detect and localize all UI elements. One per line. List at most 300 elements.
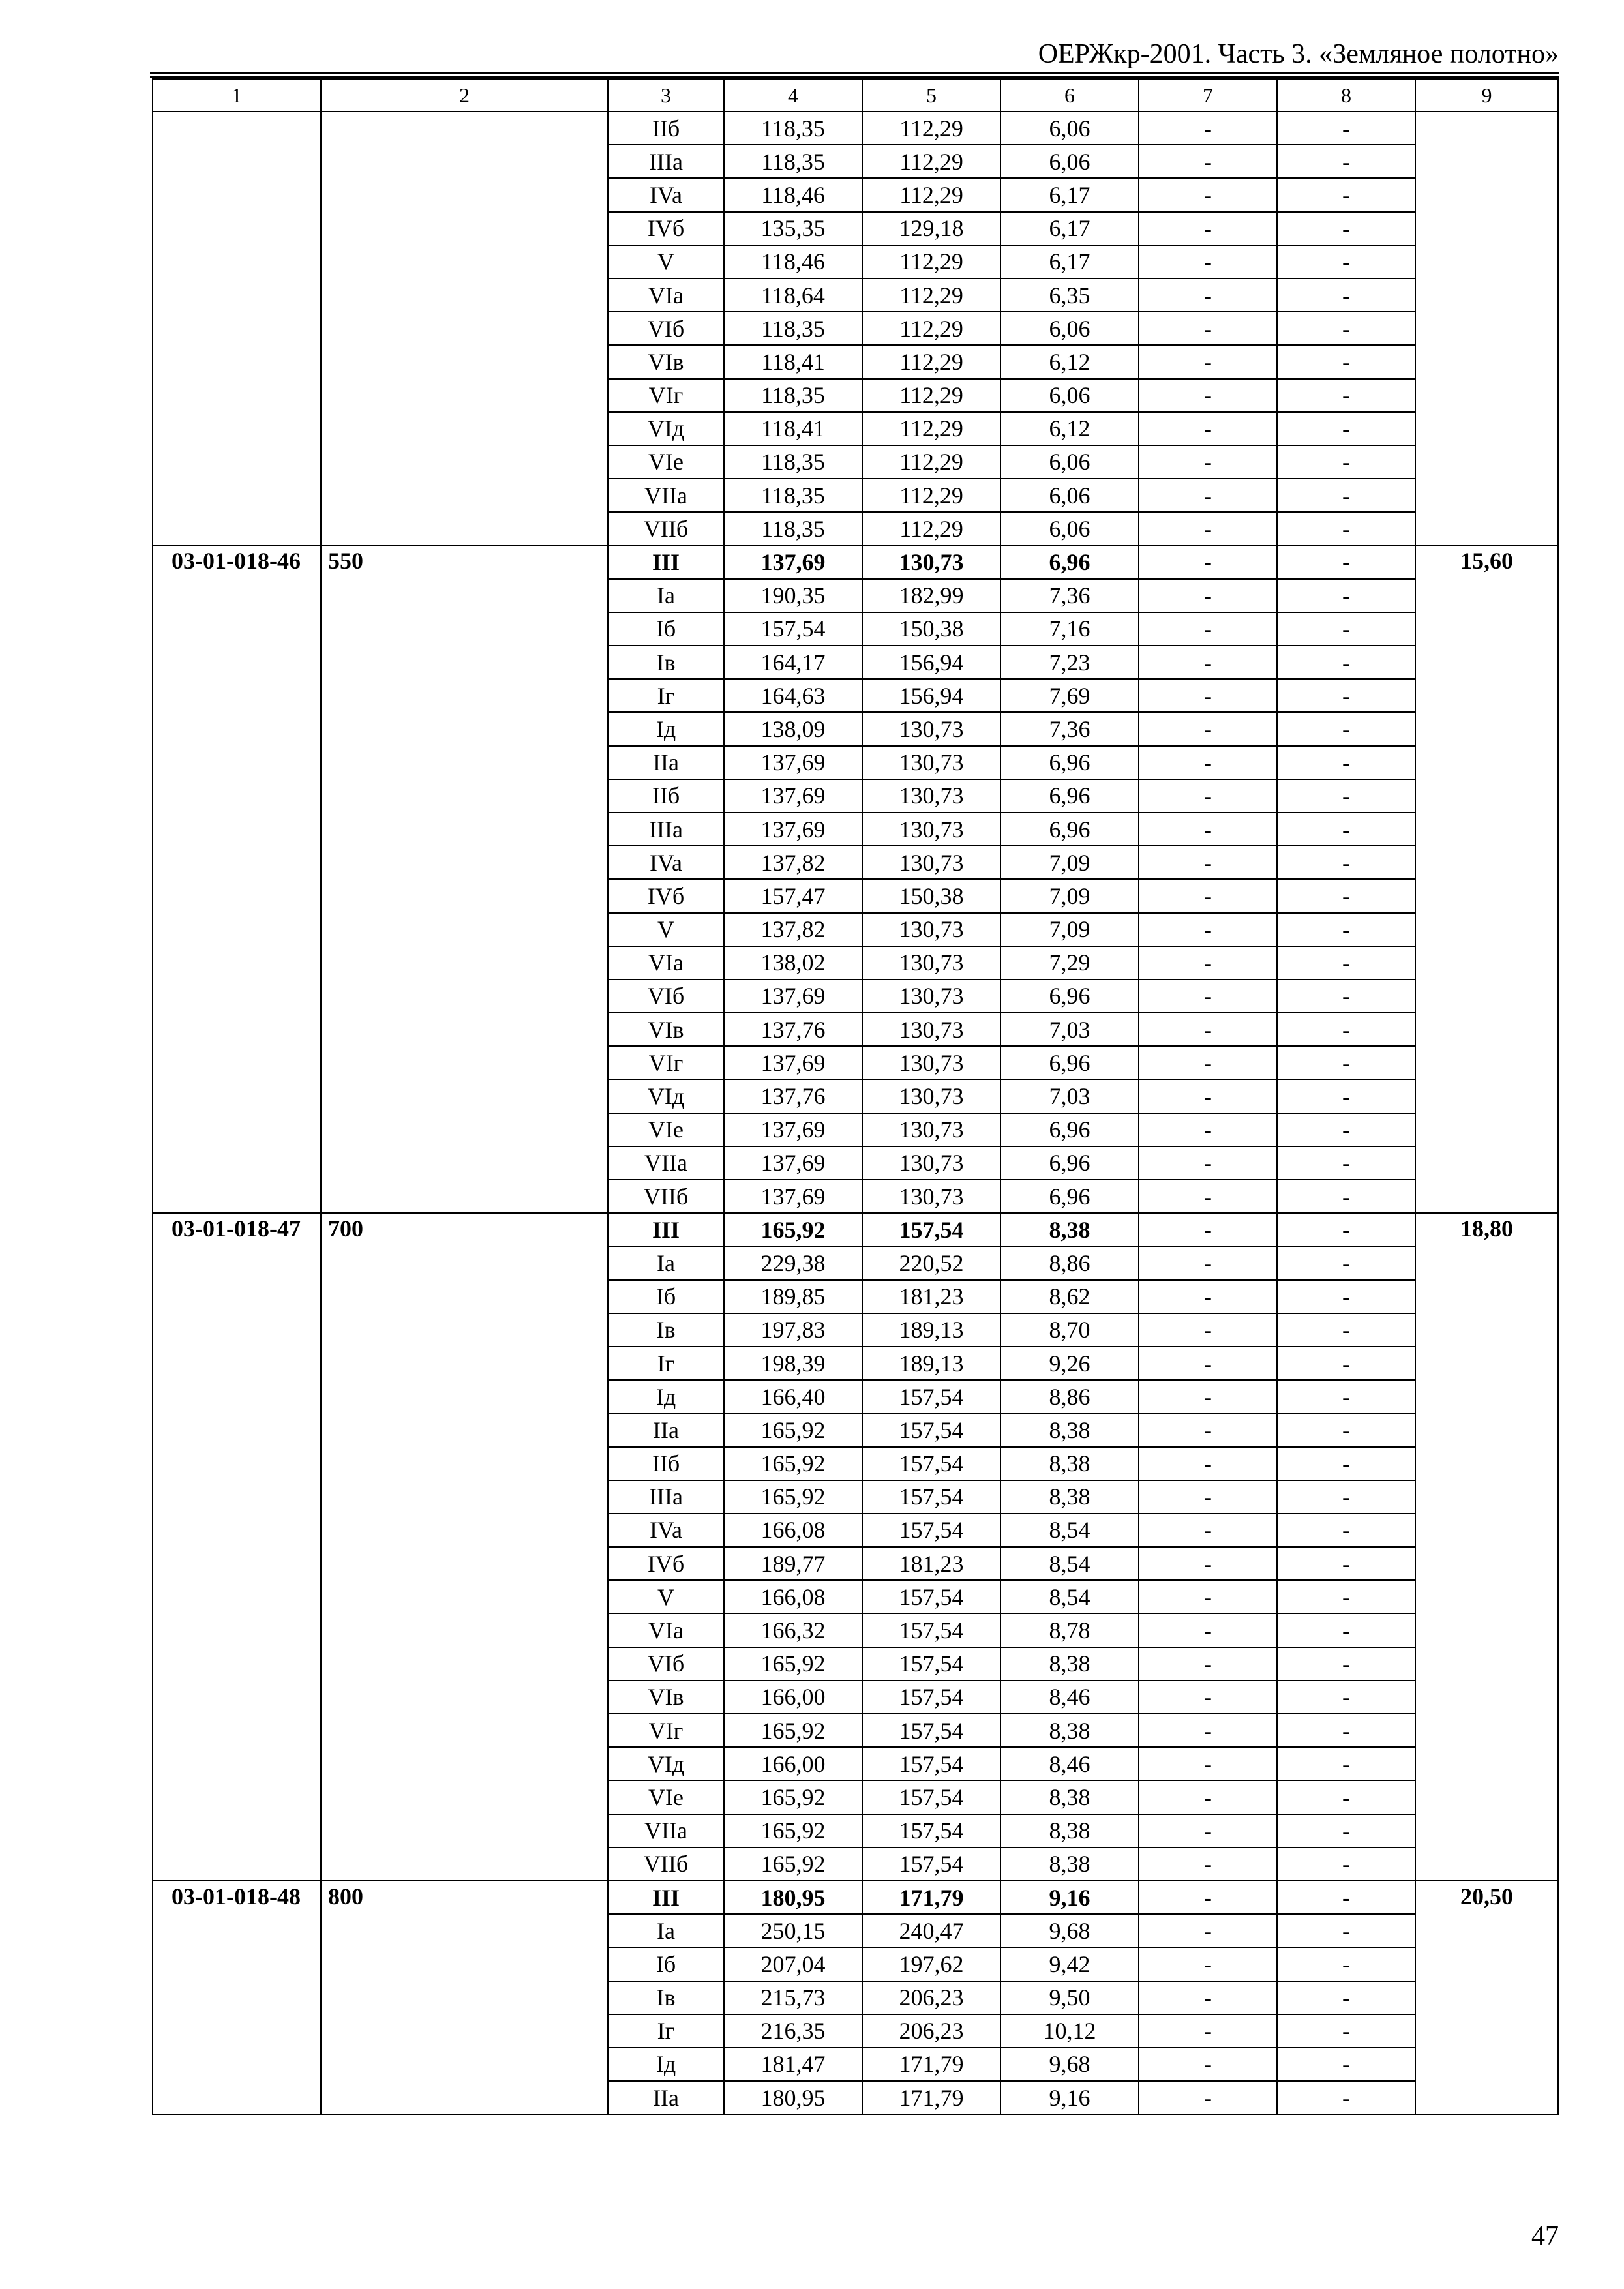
materials-cell: - <box>1277 1714 1415 1747</box>
wage-cell: 189,13 <box>862 1347 1000 1380</box>
header-rule-double <box>150 76 1559 78</box>
subtype-cell: IVб <box>608 212 724 245</box>
machine-cell: 8,78 <box>1000 1613 1139 1647</box>
subtype-cell: IIб <box>608 1447 724 1480</box>
materials-cell: - <box>1277 178 1415 211</box>
machine-cell: 6,06 <box>1000 479 1139 512</box>
wage-cell: 157,54 <box>862 1380 1000 1413</box>
wage-cell: 112,29 <box>862 178 1000 211</box>
labor-cell: 20,50 <box>1415 1881 1558 2114</box>
machine-cell: 6,12 <box>1000 345 1139 378</box>
machine-cell: 6,06 <box>1000 512 1139 545</box>
materials-cell: - <box>1277 245 1415 278</box>
machine-cell: 6,96 <box>1000 779 1139 813</box>
materials-cell: - <box>1277 112 1415 145</box>
column-number: 9 <box>1415 79 1558 112</box>
subtype-cell: Iв <box>608 646 724 679</box>
machine-cell: 7,36 <box>1000 712 1139 745</box>
driver-wage-cell: - <box>1139 412 1277 445</box>
total-cell: 166,00 <box>724 1747 862 1780</box>
materials-cell: - <box>1277 913 1415 946</box>
materials-cell: - <box>1277 412 1415 445</box>
subtype-cell: VIв <box>608 1681 724 1714</box>
total-cell: 165,92 <box>724 1780 862 1814</box>
driver-wage-cell: - <box>1139 1580 1277 1613</box>
materials-cell: - <box>1277 479 1415 512</box>
machine-cell: 9,16 <box>1000 1881 1139 1914</box>
page-number: 47 <box>1531 2221 1559 2251</box>
subtype-cell: VIг <box>608 1714 724 1747</box>
machine-cell: 8,46 <box>1000 1747 1139 1780</box>
materials-cell: - <box>1277 1547 1415 1580</box>
subtype-cell: VIIa <box>608 1814 724 1848</box>
driver-wage-cell: - <box>1139 312 1277 345</box>
row-value-cell: 700 <box>321 1213 608 1881</box>
wage-cell: 157,54 <box>862 1580 1000 1613</box>
wage-cell: 157,54 <box>862 1814 1000 1848</box>
wage-cell: 182,99 <box>862 579 1000 612</box>
subtype-cell: VIг <box>608 379 724 412</box>
machine-cell: 6,96 <box>1000 1046 1139 1079</box>
driver-wage-cell: - <box>1139 813 1277 846</box>
driver-wage-cell: - <box>1139 1747 1277 1780</box>
total-cell: 181,47 <box>724 2048 862 2081</box>
driver-wage-cell: - <box>1139 1681 1277 1714</box>
wage-cell: 171,79 <box>862 1881 1000 1914</box>
total-cell: 137,69 <box>724 746 862 779</box>
subtype-cell: VIe <box>608 1780 724 1814</box>
driver-wage-cell: - <box>1139 1180 1277 1213</box>
wage-cell: 112,29 <box>862 345 1000 378</box>
materials-cell: - <box>1277 579 1415 612</box>
wage-cell: 112,29 <box>862 379 1000 412</box>
total-cell: 137,69 <box>724 1180 862 1213</box>
subtype-cell: Iг <box>608 2014 724 2048</box>
column-number: 8 <box>1277 79 1415 112</box>
total-cell: 165,92 <box>724 1447 862 1480</box>
total-cell: 215,73 <box>724 1981 862 2014</box>
subtype-cell: VIIб <box>608 1180 724 1213</box>
total-cell: 164,63 <box>724 679 862 712</box>
subtype-cell: VIIa <box>608 479 724 512</box>
subtype-cell: VIa <box>608 1613 724 1647</box>
driver-wage-cell: - <box>1139 1113 1277 1146</box>
materials-cell: - <box>1277 1881 1415 1914</box>
total-cell: 118,46 <box>724 178 862 211</box>
driver-wage-cell: - <box>1139 1213 1277 1246</box>
materials-cell: - <box>1277 1580 1415 1613</box>
wage-cell: 112,29 <box>862 479 1000 512</box>
materials-cell: - <box>1277 1413 1415 1446</box>
wage-cell: 157,54 <box>862 1213 1000 1246</box>
wage-cell: 157,54 <box>862 1848 1000 1881</box>
machine-cell: 6,06 <box>1000 379 1139 412</box>
subtype-cell: VIб <box>608 312 724 345</box>
wage-cell: 112,29 <box>862 512 1000 545</box>
total-cell: 166,08 <box>724 1580 862 1613</box>
total-cell: 166,08 <box>724 1514 862 1547</box>
materials-cell: - <box>1277 1681 1415 1714</box>
wage-cell: 150,38 <box>862 879 1000 912</box>
wage-cell: 157,54 <box>862 1514 1000 1547</box>
machine-cell: 6,35 <box>1000 278 1139 312</box>
driver-wage-cell: - <box>1139 1881 1277 1914</box>
total-cell: 216,35 <box>724 2014 862 2048</box>
wage-cell: 157,54 <box>862 1747 1000 1780</box>
row-code-cell <box>153 112 321 545</box>
wage-cell: 130,73 <box>862 1046 1000 1079</box>
driver-wage-cell: - <box>1139 712 1277 745</box>
materials-cell: - <box>1277 1180 1415 1213</box>
machine-cell: 9,68 <box>1000 1914 1139 1947</box>
machine-cell: 6,06 <box>1000 145 1139 178</box>
materials-cell: - <box>1277 512 1415 545</box>
machine-cell: 8,38 <box>1000 1413 1139 1446</box>
total-cell: 137,69 <box>724 779 862 813</box>
rates-table <box>152 78 1559 2115</box>
subtype-cell: V <box>608 245 724 278</box>
driver-wage-cell: - <box>1139 1547 1277 1580</box>
wage-cell: 171,79 <box>862 2081 1000 2114</box>
machine-cell: 7,29 <box>1000 946 1139 980</box>
machine-cell: 8,86 <box>1000 1380 1139 1413</box>
subtype-cell: IVa <box>608 846 724 879</box>
wage-cell: 197,62 <box>862 1947 1000 1981</box>
materials-cell: - <box>1277 946 1415 980</box>
total-cell: 165,92 <box>724 1714 862 1747</box>
subtype-cell: IIa <box>608 746 724 779</box>
wage-cell: 130,73 <box>862 1113 1000 1146</box>
driver-wage-cell: - <box>1139 1146 1277 1180</box>
machine-cell: 7,09 <box>1000 913 1139 946</box>
materials-cell: - <box>1277 1246 1415 1279</box>
wage-cell: 130,73 <box>862 712 1000 745</box>
total-cell: 166,40 <box>724 1380 862 1413</box>
wage-cell: 130,73 <box>862 545 1000 578</box>
row-value-cell: 550 <box>321 545 608 1213</box>
wage-cell: 157,54 <box>862 1447 1000 1480</box>
subtype-cell: Iг <box>608 1347 724 1380</box>
materials-cell: - <box>1277 712 1415 745</box>
materials-cell: - <box>1277 679 1415 712</box>
materials-cell: - <box>1277 746 1415 779</box>
total-cell: 118,41 <box>724 345 862 378</box>
machine-cell: 6,96 <box>1000 746 1139 779</box>
materials-cell: - <box>1277 1447 1415 1480</box>
driver-wage-cell: - <box>1139 1413 1277 1446</box>
materials-cell: - <box>1277 1146 1415 1180</box>
wage-cell: 130,73 <box>862 746 1000 779</box>
total-cell: 198,39 <box>724 1347 862 1380</box>
machine-cell: 7,03 <box>1000 1013 1139 1046</box>
driver-wage-cell: - <box>1139 579 1277 612</box>
wage-cell: 112,29 <box>862 112 1000 145</box>
wage-cell: 130,73 <box>862 913 1000 946</box>
driver-wage-cell: - <box>1139 879 1277 912</box>
machine-cell: 7,69 <box>1000 679 1139 712</box>
materials-cell: - <box>1277 1347 1415 1380</box>
total-cell: 138,02 <box>724 946 862 980</box>
materials-cell: - <box>1277 1013 1415 1046</box>
total-cell: 166,32 <box>724 1613 862 1647</box>
driver-wage-cell: - <box>1139 1947 1277 1981</box>
subtype-cell: VIб <box>608 1647 724 1681</box>
materials-cell: - <box>1277 1947 1415 1981</box>
total-cell: 118,35 <box>724 512 862 545</box>
materials-cell: - <box>1277 612 1415 646</box>
total-cell: 166,00 <box>724 1681 862 1714</box>
driver-wage-cell: - <box>1139 1313 1277 1347</box>
total-cell: 229,38 <box>724 1246 862 1279</box>
materials-cell: - <box>1277 779 1415 813</box>
wage-cell: 130,73 <box>862 813 1000 846</box>
driver-wage-cell: - <box>1139 946 1277 980</box>
subtype-cell: VIIб <box>608 1848 724 1881</box>
wage-cell: 157,54 <box>862 1714 1000 1747</box>
driver-wage-cell: - <box>1139 846 1277 879</box>
subtype-cell: III <box>608 1213 724 1246</box>
subtype-cell: IVa <box>608 1514 724 1547</box>
total-cell: 165,92 <box>724 1413 862 1446</box>
materials-cell: - <box>1277 1046 1415 1079</box>
driver-wage-cell: - <box>1139 1914 1277 1947</box>
total-cell: 137,69 <box>724 1113 862 1146</box>
row-code-cell: 03-01-018-48 <box>153 1881 321 2114</box>
driver-wage-cell: - <box>1139 646 1277 679</box>
materials-cell: - <box>1277 1079 1415 1113</box>
subtype-cell: VIг <box>608 1046 724 1079</box>
subtype-cell: IIб <box>608 112 724 145</box>
labor-cell <box>1415 112 1558 545</box>
total-cell: 250,15 <box>724 1914 862 1947</box>
total-cell: 118,35 <box>724 312 862 345</box>
total-cell: 164,17 <box>724 646 862 679</box>
wage-cell: 112,29 <box>862 412 1000 445</box>
driver-wage-cell: - <box>1139 1613 1277 1647</box>
row-value-cell: 800 <box>321 1881 608 2114</box>
subtype-cell: III <box>608 545 724 578</box>
materials-cell: - <box>1277 1780 1415 1814</box>
subtype-cell: VIд <box>608 1747 724 1780</box>
machine-cell: 6,17 <box>1000 178 1139 211</box>
machine-cell: 6,06 <box>1000 445 1139 479</box>
machine-cell: 9,42 <box>1000 1947 1139 1981</box>
wage-cell: 157,54 <box>862 1780 1000 1814</box>
driver-wage-cell: - <box>1139 1347 1277 1380</box>
table-row <box>153 1213 1558 1246</box>
wage-cell: 220,52 <box>862 1246 1000 1279</box>
wage-cell: 156,94 <box>862 646 1000 679</box>
driver-wage-cell: - <box>1139 2081 1277 2114</box>
driver-wage-cell: - <box>1139 479 1277 512</box>
subtype-cell: IIIa <box>608 1480 724 1514</box>
header-rule <box>150 72 1559 74</box>
materials-cell: - <box>1277 1514 1415 1547</box>
machine-cell: 6,17 <box>1000 212 1139 245</box>
total-cell: 137,69 <box>724 1046 862 1079</box>
driver-wage-cell: - <box>1139 445 1277 479</box>
subtype-cell: IIIa <box>608 145 724 178</box>
driver-wage-cell: - <box>1139 1848 1277 1881</box>
wage-cell: 156,94 <box>862 679 1000 712</box>
driver-wage-cell: - <box>1139 1814 1277 1848</box>
wage-cell: 157,54 <box>862 1413 1000 1446</box>
machine-cell: 6,96 <box>1000 1113 1139 1146</box>
total-cell: 165,92 <box>724 1814 862 1848</box>
machine-cell: 8,38 <box>1000 1714 1139 1747</box>
total-cell: 118,35 <box>724 379 862 412</box>
machine-cell: 10,12 <box>1000 2014 1139 2048</box>
materials-cell: - <box>1277 1280 1415 1313</box>
subtype-cell: VIв <box>608 1013 724 1046</box>
total-cell: 189,77 <box>724 1547 862 1580</box>
subtype-cell: Iд <box>608 1380 724 1413</box>
driver-wage-cell: - <box>1139 345 1277 378</box>
total-cell: 137,76 <box>724 1079 862 1113</box>
total-cell: 165,92 <box>724 1647 862 1681</box>
wage-cell: 130,73 <box>862 1079 1000 1113</box>
machine-cell: 7,36 <box>1000 579 1139 612</box>
materials-cell: - <box>1277 813 1415 846</box>
machine-cell: 7,09 <box>1000 879 1139 912</box>
wage-cell: 240,47 <box>862 1914 1000 1947</box>
table-body <box>153 112 1558 2114</box>
driver-wage-cell: - <box>1139 2014 1277 2048</box>
materials-cell: - <box>1277 545 1415 578</box>
wage-cell: 129,18 <box>862 212 1000 245</box>
document-header: ОЕРЖкр-2001. Часть 3. «Земляное полотно» <box>1038 39 1559 69</box>
subtype-cell: Iд <box>608 2048 724 2081</box>
driver-wage-cell: - <box>1139 1714 1277 1747</box>
total-cell: 118,35 <box>724 145 862 178</box>
subtype-cell: VIa <box>608 946 724 980</box>
subtype-cell: III <box>608 1881 724 1914</box>
total-cell: 165,92 <box>724 1848 862 1881</box>
subtype-cell: VIб <box>608 980 724 1013</box>
machine-cell: 8,38 <box>1000 1814 1139 1848</box>
materials-cell: - <box>1277 846 1415 879</box>
wage-cell: 157,54 <box>862 1647 1000 1681</box>
materials-cell: - <box>1277 145 1415 178</box>
driver-wage-cell: - <box>1139 612 1277 646</box>
total-cell: 135,35 <box>724 212 862 245</box>
materials-cell: - <box>1277 1747 1415 1780</box>
materials-cell: - <box>1277 1914 1415 1947</box>
driver-wage-cell: - <box>1139 1780 1277 1814</box>
subtype-cell: Iд <box>608 712 724 745</box>
wage-cell: 157,54 <box>862 1613 1000 1647</box>
machine-cell: 6,96 <box>1000 545 1139 578</box>
table-row <box>153 545 1558 578</box>
machine-cell: 8,62 <box>1000 1280 1139 1313</box>
wage-cell: 130,73 <box>862 946 1000 980</box>
materials-cell: - <box>1277 1380 1415 1413</box>
wage-cell: 112,29 <box>862 445 1000 479</box>
machine-cell: 8,38 <box>1000 1848 1139 1881</box>
subtype-cell: Ia <box>608 1246 724 1279</box>
subtype-cell: VIIa <box>608 1146 724 1180</box>
subtype-cell: VIe <box>608 445 724 479</box>
wage-cell: 181,23 <box>862 1547 1000 1580</box>
column-number: 5 <box>862 79 1000 112</box>
wage-cell: 171,79 <box>862 2048 1000 2081</box>
wage-cell: 112,29 <box>862 245 1000 278</box>
driver-wage-cell: - <box>1139 1480 1277 1514</box>
driver-wage-cell: - <box>1139 245 1277 278</box>
driver-wage-cell: - <box>1139 1079 1277 1113</box>
subtype-cell: IVб <box>608 879 724 912</box>
subtype-cell: IVб <box>608 1547 724 1580</box>
row-code-cell: 03-01-018-47 <box>153 1213 321 1881</box>
materials-cell: - <box>1277 1814 1415 1848</box>
machine-cell: 6,96 <box>1000 1146 1139 1180</box>
machine-cell: 7,03 <box>1000 1079 1139 1113</box>
machine-cell: 8,86 <box>1000 1246 1139 1279</box>
wage-cell: 130,73 <box>862 1146 1000 1180</box>
column-number: 6 <box>1000 79 1139 112</box>
total-cell: 137,82 <box>724 846 862 879</box>
materials-cell: - <box>1277 1480 1415 1514</box>
driver-wage-cell: - <box>1139 1447 1277 1480</box>
materials-cell: - <box>1277 646 1415 679</box>
materials-cell: - <box>1277 1848 1415 1881</box>
machine-cell: 8,38 <box>1000 1480 1139 1514</box>
driver-wage-cell: - <box>1139 178 1277 211</box>
machine-cell: 9,50 <box>1000 1981 1139 2014</box>
machine-cell: 7,23 <box>1000 646 1139 679</box>
driver-wage-cell: - <box>1139 145 1277 178</box>
subtype-cell: VIe <box>608 1113 724 1146</box>
subtype-cell: IVa <box>608 178 724 211</box>
total-cell: 118,35 <box>724 445 862 479</box>
wage-cell: 130,73 <box>862 779 1000 813</box>
subtype-cell: VIIб <box>608 512 724 545</box>
row-code-cell: 03-01-018-46 <box>153 545 321 1213</box>
driver-wage-cell: - <box>1139 1647 1277 1681</box>
driver-wage-cell: - <box>1139 1514 1277 1547</box>
materials-cell: - <box>1277 345 1415 378</box>
table-row <box>153 1881 1558 1914</box>
wage-cell: 112,29 <box>862 278 1000 312</box>
driver-wage-cell: - <box>1139 980 1277 1013</box>
total-cell: 165,92 <box>724 1480 862 1514</box>
machine-cell: 8,38 <box>1000 1647 1139 1681</box>
table-row <box>153 112 1558 145</box>
subtype-cell: V <box>608 913 724 946</box>
total-cell: 197,83 <box>724 1313 862 1347</box>
wage-cell: 112,29 <box>862 145 1000 178</box>
subtype-cell: Iб <box>608 1947 724 1981</box>
machine-cell: 8,54 <box>1000 1514 1139 1547</box>
machine-cell: 8,54 <box>1000 1580 1139 1613</box>
total-cell: 189,85 <box>724 1280 862 1313</box>
machine-cell: 8,38 <box>1000 1213 1139 1246</box>
total-cell: 118,35 <box>724 112 862 145</box>
total-cell: 157,47 <box>724 879 862 912</box>
subtype-cell: Ia <box>608 1914 724 1947</box>
column-number: 7 <box>1139 79 1277 112</box>
machine-cell: 6,96 <box>1000 980 1139 1013</box>
machine-cell: 9,26 <box>1000 1347 1139 1380</box>
materials-cell: - <box>1277 980 1415 1013</box>
total-cell: 118,41 <box>724 412 862 445</box>
materials-cell: - <box>1277 1313 1415 1347</box>
materials-cell: - <box>1277 1613 1415 1647</box>
materials-cell: - <box>1277 445 1415 479</box>
total-cell: 157,54 <box>724 612 862 646</box>
machine-cell: 9,16 <box>1000 2081 1139 2114</box>
total-cell: 137,69 <box>724 813 862 846</box>
